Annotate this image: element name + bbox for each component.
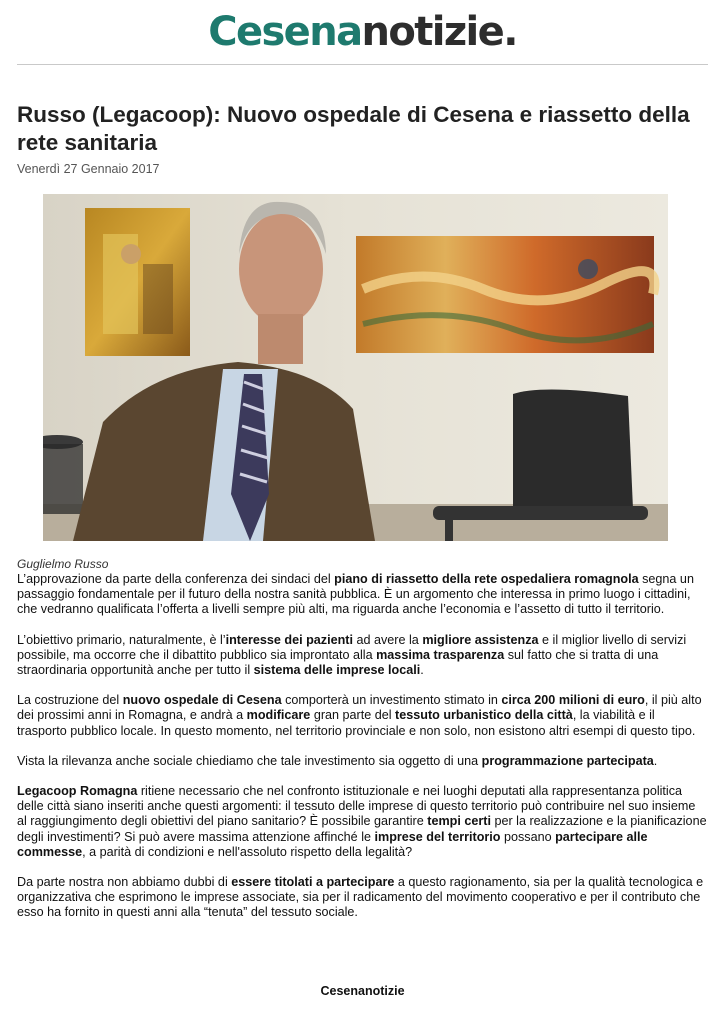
bold-text: circa 200 milioni di euro — [501, 693, 645, 708]
site-logo[interactable] — [0, 6, 725, 58]
paragraph-text: gran parte del — [310, 708, 396, 723]
paragraph-text: e il miglior livello di servizi possibile, ma occorre che il dibattito pubblico sia improntato alla — [17, 632, 687, 662]
paragraph-text: . — [420, 663, 424, 678]
paragraph-text: Vista la rilevanza anche sociale chiediamo che tale investimento sia oggetto di una — [17, 753, 482, 768]
paragraph-text: ad avere la — [353, 632, 423, 647]
footer-site-name: Cesenanotizie — [320, 984, 405, 998]
article-body — [17, 572, 707, 936]
paragraph-text: a questo ragionamento, sia per la qualità tecnologica e organizzativa che esprimono le imprese associate, sia per il radicamento del movimento cooperativo e per il contributo che esso ha fornito in questi anni alla “tenuta” del tessuto sociale. — [17, 875, 704, 920]
bold-text: massima trasparenza — [376, 647, 505, 662]
masthead — [0, 0, 725, 64]
paragraph-text: La costruzione del — [17, 693, 123, 708]
article-date: Venerdì 27 Gennaio 2017 — [17, 162, 160, 176]
bold-text: interesse dei pazienti — [225, 632, 353, 647]
paragraph-text: possano — [500, 829, 556, 844]
header-divider — [17, 64, 708, 65]
paragraph-text: , il più alto dei prossimi anni in Romagna, e andrà a — [17, 693, 702, 723]
paragraph-text: per la realizzazione e la pianificazione degli investimenti? Si può avere massima attenzione affinché le — [17, 814, 707, 844]
article-paragraph — [17, 754, 707, 769]
bold-text: tempi certi — [427, 814, 491, 829]
article-paragraph — [17, 784, 707, 860]
logo-part-notizie: notizie. — [361, 9, 517, 55]
paragraph-text: segna un passaggio fondamentale per il futuro della nostra sanità pubblica. È un argomento che interessa in primo luogo i cittadini, che vedranno qualificata l’offerta a livelli sempre più alti, ma riguarda anche l’economia e l’assetto di tutto il territorio. — [17, 572, 694, 617]
paragraph-text: , la viabilità e il trasporto pubblico locale. In questo momento, nel territorio provinciale e non solo, non esistono altri esempi di questo tipo. — [17, 708, 696, 738]
paragraph-text: sul fatto che si tratta di una straordinaria opportunità anche per tutto il — [17, 647, 659, 678]
bold-text: nuovo ospedale di Cesena — [122, 693, 282, 708]
bold-text: migliore assistenza — [422, 632, 539, 647]
photo-caption: Guglielmo Russo — [17, 557, 109, 571]
bold-text: modificare — [246, 708, 311, 723]
bold-text: programmazione partecipata — [481, 753, 654, 768]
article-title: Russo (Legacoop): Nuovo ospedale di Cesena e riassetto della rete sanitaria — [17, 102, 690, 155]
paragraph-text: comporterà un investimento stimato in — [281, 693, 502, 708]
article-photo — [43, 194, 668, 541]
paragraph-text: . — [653, 753, 658, 768]
article-paragraph — [17, 875, 707, 921]
paragraph-text: ritiene necessario che nel confronto istituzionale e nei luoghi deputati alla rappresentanza politica delle città siano inseriti anche questi argomenti: il tessuto delle imprese di questo territorio può contribuire nel suo insieme al raggiungimento degli obiettivi del piano sanitario? È possibile garantire — [17, 784, 696, 829]
paragraph-text: Da parte nostra non abbiamo dubbi di — [17, 875, 232, 890]
article-paragraph — [17, 693, 707, 739]
bold-text: imprese del territorio — [374, 829, 501, 844]
paragraph-text: L’obiettivo primario, naturalmente, è l’ — [17, 632, 226, 647]
bold-text: Legacoop Romagna — [17, 784, 138, 799]
bold-text: essere titolati a partecipare — [231, 875, 395, 890]
logo-part-cesena: Cesena — [208, 9, 362, 55]
bold-text: partecipare alle commesse — [17, 829, 648, 859]
article-paragraph — [17, 633, 707, 679]
bold-text: sistema delle imprese locali — [253, 663, 421, 678]
bold-text: piano di riassetto della rete ospedaliera romagnola — [334, 572, 639, 586]
bold-text: tessuto urbanistico della città — [395, 708, 573, 723]
paragraph-text: L’approvazione da parte della conferenza dei sindaci del — [17, 572, 335, 586]
article-paragraph — [17, 572, 707, 618]
paragraph-text: , a parità di condizioni e nell'assoluto rispetto della legalità? — [82, 844, 413, 859]
